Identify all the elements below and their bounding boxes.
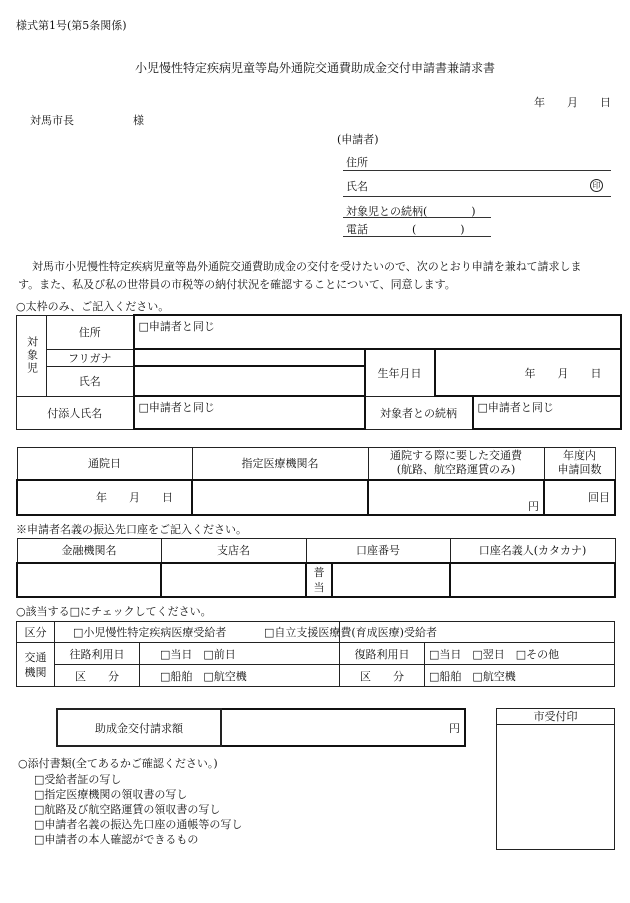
visit-date-field[interactable]: 年 月 日 — [17, 480, 192, 515]
applicant-relation-line[interactable] — [343, 217, 491, 218]
child-table — [16, 314, 622, 430]
outbound-options[interactable]: □当日 □前日 — [140, 643, 340, 665]
amount-field[interactable]: 円 — [221, 709, 465, 746]
return-options[interactable]: □当日 □翌日 □その他 — [425, 643, 615, 665]
applicant-header: (申請者) — [337, 133, 379, 146]
bank-table — [16, 538, 616, 598]
account-header: 口座番号 — [306, 539, 450, 563]
reception-stamp-label: 市受付印 — [497, 709, 614, 725]
page-title: 小児慢性特定疾病児童等島外通院交通費助成金交付申請書兼請求書 — [134, 61, 495, 75]
applicant-address-line[interactable] — [343, 170, 611, 171]
child-address-option[interactable]: □申請者と同じ — [138, 320, 215, 333]
applicant-address-label: 住所 — [346, 156, 368, 169]
child-group-label: 対象児 — [17, 315, 47, 396]
attachment-item[interactable]: □申請者の本人確認ができるもの — [34, 833, 199, 846]
visit-date-header: 通院日 — [17, 448, 192, 480]
branch-header: 支店名 — [161, 539, 306, 563]
count-header: 年度内 申請回数 — [544, 448, 615, 480]
child-name-field[interactable] — [134, 366, 365, 396]
addressee: 対馬市長 — [30, 114, 74, 127]
bank-note: ※申請者名義の振込先口座をご記入ください。 — [16, 523, 247, 536]
check-note: ○該当する□にチェックしてください。 — [16, 605, 212, 618]
account-type: 普 当 — [306, 563, 332, 597]
child-furigana-label: フリガナ — [47, 349, 134, 366]
attachment-item[interactable]: □受給者証の写し — [34, 773, 122, 786]
attendant-option[interactable]: □申請者と同じ — [138, 401, 215, 414]
institution-header: 指定医療機関名 — [192, 448, 368, 480]
attendant-field[interactable] — [134, 396, 365, 429]
attachments-list — [34, 772, 242, 847]
child-birth-label: 生年月日 — [365, 349, 435, 396]
attachment-item[interactable]: □航路及び航空路運賃の領収書の写し — [34, 803, 221, 816]
attachment-item[interactable]: □指定医療機関の領収書の写し — [34, 788, 188, 801]
attachment-item[interactable]: □申請者名義の振込先口座の通帳等の写し — [34, 818, 243, 831]
amount-table — [56, 708, 466, 747]
relation-option[interactable]: □申請者と同じ — [477, 401, 554, 414]
category-option-1[interactable]: □小児慢性特定疾病医療受給者 — [55, 622, 340, 643]
count-field[interactable]: 回目 — [544, 480, 615, 515]
account-field[interactable] — [332, 563, 450, 597]
bank-header: 金融機関名 — [17, 539, 161, 563]
kubun-options-2[interactable]: □船舶 □航空機 — [425, 665, 615, 687]
child-furigana-field[interactable] — [134, 349, 365, 366]
date-line[interactable]: 年 月 日 — [534, 96, 611, 109]
kubun-label-2: 区 分 — [340, 665, 425, 687]
addressee-suffix: 様 — [133, 114, 144, 127]
child-address-field[interactable] — [134, 315, 621, 349]
applicant-name-label: 氏名 — [346, 180, 368, 193]
seal-icon: 印 — [590, 179, 603, 192]
applicant-relation-label: 対象児との続柄( ) — [346, 205, 476, 218]
cost-field[interactable]: 円 — [368, 480, 544, 515]
intro-text-1: 対馬市小児慢性特定疾病児童等島外通院交通費助成金の交付を受けたいので、次のとおり申請を兼ねて請求しま — [32, 260, 582, 273]
transport-label: 交通 機関 — [17, 643, 55, 687]
kubun-label: 区 分 — [55, 665, 140, 687]
applicant-phone-line[interactable] — [343, 236, 491, 237]
visit-table — [16, 447, 616, 516]
relation-field[interactable] — [473, 396, 621, 429]
relation-label: 対象者との続柄 — [365, 396, 473, 429]
amount-label: 助成金交付請求額 — [57, 709, 221, 746]
branch-field[interactable] — [161, 563, 306, 597]
child-birth-field[interactable]: 年 月 日 — [435, 349, 621, 396]
reception-stamp-box — [496, 708, 615, 850]
seal-mark — [590, 178, 603, 192]
child-address-label: 住所 — [47, 315, 134, 349]
category-option-2[interactable]: □自立支援医療費(育成医療)受給者 — [340, 622, 615, 643]
category-label: 区分 — [17, 622, 55, 643]
holder-header: 口座名義人(カタカナ) — [450, 539, 615, 563]
kubun-options[interactable]: □船舶 □航空機 — [140, 665, 340, 687]
form-id: 様式第1号(第5条関係) — [16, 19, 127, 32]
attendant-label: 付添人氏名 — [17, 396, 134, 429]
category-table — [16, 621, 615, 687]
institution-field[interactable] — [192, 480, 368, 515]
bank-field[interactable] — [17, 563, 161, 597]
intro-text-2: す。また、私及び私の世帯員の市税等の納付状況を確認することについて、同意します。 — [18, 278, 456, 291]
return-label: 復路利用日 — [340, 643, 425, 665]
outbound-label: 往路利用日 — [55, 643, 140, 665]
holder-field[interactable] — [450, 563, 615, 597]
child-name-label: 氏名 — [47, 366, 134, 396]
applicant-phone-label: 電話 ( ) — [346, 223, 465, 236]
note-thick-frame: ○太枠のみ、ご記入ください。 — [16, 300, 170, 313]
attachments-header: ○添付書類(全てあるかご確認ください。) — [18, 757, 218, 770]
applicant-name-line[interactable] — [343, 196, 611, 197]
cost-header: 通院する際に要した交通費 (航路、航空路運賃のみ) — [368, 448, 544, 480]
